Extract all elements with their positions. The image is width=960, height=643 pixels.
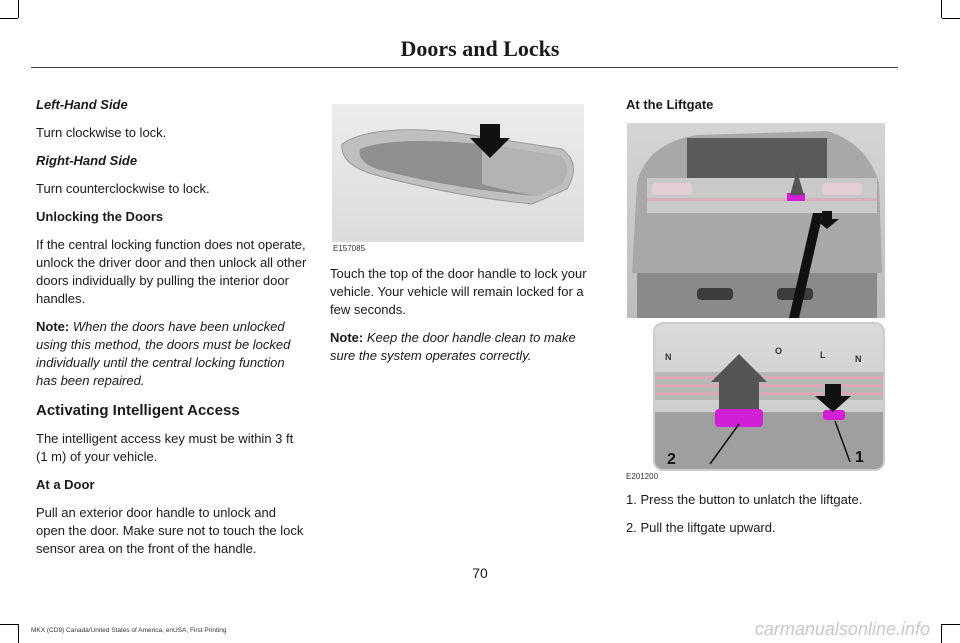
page-title: Doors and Locks	[400, 36, 560, 61]
liftgate-detail-graphic	[655, 324, 883, 469]
printing-info: MKX (CD9) Canada/United States of America, enUSA, First Printing	[31, 627, 227, 634]
intelligent-access-heading: Activating Intelligent Access	[36, 402, 240, 419]
liftgate-steps	[626, 491, 906, 547]
at-a-door-text: Pull an exterior door handle to unlock and open the door. Make sure not to touch the lock sensor area on the front of the handle.	[36, 505, 304, 556]
note-paragraph	[36, 318, 308, 390]
unlocking-heading: Unlocking the Doors	[36, 209, 164, 224]
liftgate-detail-inset	[653, 322, 885, 471]
door-handle-graphic	[332, 104, 584, 242]
left-hand-side-heading: Left-Hand Side	[36, 97, 128, 112]
unlocking-text: If the central locking function does not operate, unlock the driver door and then unlock all other doors individually by pulling the interior door handles.	[36, 237, 307, 306]
door-handle-illustration	[332, 104, 584, 242]
at-a-door-heading: At a Door	[36, 477, 95, 492]
touch-to-lock-text: Touch the top of the door handle to lock your vehicle. Your vehicle will remain locked for a few seconds.	[330, 266, 587, 317]
crop-mark	[18, 624, 19, 643]
crop-mark	[941, 0, 942, 18]
crop-mark	[942, 18, 960, 19]
crop-mark	[941, 624, 942, 643]
figure-code: E201200	[626, 472, 659, 481]
page-number: 70	[472, 565, 488, 581]
at-the-liftgate-heading: At the Liftgate	[626, 97, 714, 112]
note-text: When the doors have been unlocked using this method, the doors must be locked individually until the central locking function has been repaired.	[36, 319, 291, 388]
list-item: 1. Press the button to unlatch the liftgate.	[626, 492, 863, 507]
liftgate-illustration	[627, 123, 885, 318]
intelligent-access-text: The intelligent access key must be within 3 ft (1 m) of your vehicle.	[36, 431, 294, 464]
badge-letter: O	[775, 346, 783, 356]
callout-1: 1	[855, 449, 864, 466]
header-rule	[31, 67, 898, 68]
list-item: 2. Pull the liftgate upward.	[626, 520, 776, 535]
badge-letter: N	[855, 354, 862, 364]
left-hand-side-text: Turn clockwise to lock.	[36, 125, 167, 140]
badge-letter: N	[665, 352, 672, 362]
watermark: carmanualsonline.info	[754, 619, 930, 639]
note-paragraph	[330, 329, 602, 365]
badge-letter: L	[820, 350, 826, 360]
crop-mark	[942, 624, 960, 625]
figure-code: E157085	[333, 244, 366, 253]
note-text: Keep the door handle clean to make sure the system operates correctly.	[330, 330, 576, 363]
note-label: Note:	[330, 330, 364, 345]
column-left	[36, 96, 308, 568]
crop-mark	[18, 0, 19, 18]
crop-mark	[0, 18, 18, 19]
right-hand-side-heading: Right-Hand Side	[36, 153, 138, 168]
right-hand-side-text: Turn counterclockwise to lock.	[36, 181, 210, 196]
crop-mark	[0, 624, 18, 625]
callout-2: 2	[667, 451, 676, 468]
vehicle-rear-graphic	[627, 123, 885, 318]
column-middle	[330, 265, 602, 375]
column-right	[626, 96, 896, 124]
note-label: Note:	[36, 319, 70, 334]
